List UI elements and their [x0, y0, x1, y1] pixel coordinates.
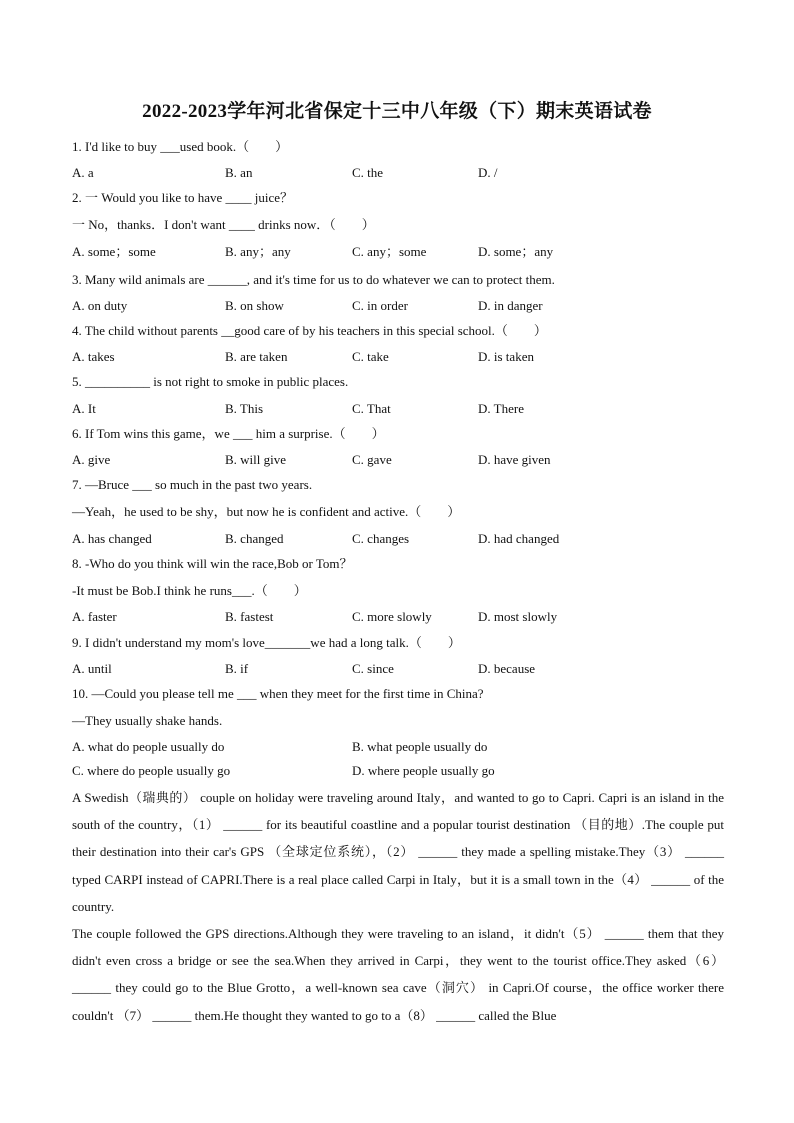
option-c[interactable]: C. where do people usually go: [72, 763, 231, 778]
option-a[interactable]: A. a: [72, 165, 94, 180]
option-b[interactable]: B. will give: [225, 452, 287, 467]
question-5-stem: 5. __________ is not right to smoke in public places.: [72, 374, 349, 389]
option-a[interactable]: A. what do people usually do: [72, 739, 225, 754]
question-2-options: [72, 243, 732, 261]
option-a[interactable]: A. give: [72, 452, 111, 467]
option-a[interactable]: A. has changed: [72, 531, 152, 546]
option-b[interactable]: B. This: [225, 401, 264, 416]
question-6-stem: 6. If Tom wins this game，we ___ him a surprise.（ ）: [72, 426, 385, 441]
option-b[interactable]: B. are taken: [225, 349, 288, 364]
option-d[interactable]: D. had changed: [478, 531, 560, 546]
option-a[interactable]: A. takes: [72, 349, 115, 364]
option-d[interactable]: D. There: [478, 401, 524, 416]
option-d[interactable]: D. because: [478, 661, 536, 676]
question-1-options: [72, 164, 732, 182]
option-a[interactable]: A. until: [72, 661, 112, 676]
option-d[interactable]: D. have given: [478, 452, 551, 467]
option-c[interactable]: C. in order: [352, 298, 408, 313]
question-9-stem: 9. I didn't understand my mom's love_______we had a long talk.（ ）: [72, 635, 461, 650]
option-c[interactable]: C. gave: [352, 452, 392, 467]
option-b[interactable]: B. fastest: [225, 609, 274, 624]
option-a[interactable]: A. faster: [72, 609, 117, 624]
question-10-stem-reply: —They usually shake hands.: [72, 713, 223, 728]
question-9-options: [72, 660, 732, 678]
question-7-stem-reply: —Yeah，he used to be shy，but now he is confident and active.（ ）: [72, 504, 461, 519]
option-d[interactable]: D. /: [478, 165, 498, 180]
question-8-options: [72, 608, 732, 626]
cloze-passage-paragraph-1: A Swedish（瑞典的） couple on holiday were traveling around Italy，and wanted to go to Capri. Capri is an island in the south of the country，（1） ______ for its beautiful coastline and a popular tourist destination （目的地）.The couple put their destination into their car's GPS （全球定位系统），（2） ______ they made a spelling mistake.They（3） ______ typed CARPI instead of CAPRI.There is a real place called Carpi in Italy，but it is a small town in the（4） ______ of the country.: [72, 790, 724, 914]
option-b[interactable]: B. an: [225, 165, 253, 180]
question-8-stem-reply: -It must be Bob.I think he runs___.（ ）: [72, 583, 307, 598]
question-6-options: [72, 451, 732, 469]
question-2-stem: 2. 一 Would you like to have ____ juice？: [72, 190, 294, 205]
question-10-options-row-1: [72, 738, 732, 756]
question-1-stem: 1. I'd like to buy ___used book.（ ）: [72, 139, 289, 154]
page-title: 2022-2023学年河北省保定十三中八年级（下）期末英语试卷: [142, 101, 652, 122]
question-8-stem: 8. -Who do you think will win the race,Bob or Tom？: [72, 556, 353, 571]
option-d[interactable]: D. some；any: [478, 244, 554, 259]
option-b[interactable]: B. what people usually do: [352, 739, 488, 754]
question-7-stem: 7. —Bruce ___ so much in the past two years.: [72, 477, 313, 492]
option-d[interactable]: D. most slowly: [478, 609, 558, 624]
option-b[interactable]: B. changed: [225, 531, 284, 546]
option-c[interactable]: C. That: [352, 401, 391, 416]
option-a[interactable]: A. on duty: [72, 298, 128, 313]
question-3-stem: 3. Many wild animals are ______, and it's time for us to do whatever we can to protect them.: [72, 272, 555, 287]
option-b[interactable]: B. on show: [225, 298, 284, 313]
question-10-options-row-2: [72, 762, 732, 780]
option-d[interactable]: D. is taken: [478, 349, 534, 364]
option-c[interactable]: C. take: [352, 349, 389, 364]
option-c[interactable]: C. more slowly: [352, 609, 432, 624]
question-7-options: [72, 530, 732, 548]
option-a[interactable]: A. It: [72, 401, 96, 416]
question-4-options: [72, 348, 732, 366]
option-d[interactable]: D. in danger: [478, 298, 543, 313]
option-c[interactable]: C. changes: [352, 531, 410, 546]
option-d[interactable]: D. where people usually go: [352, 763, 495, 778]
question-3-options: [72, 297, 732, 315]
option-b[interactable]: B. if: [225, 661, 249, 676]
cloze-passage-paragraph-2: The couple followed the GPS directions.Although they were traveling to an island，it didn't（5） ______ them that they didn't even cross a bridge or see the sea.When they arrived in Carpi，they went to the tourist office.They asked（6） ______ they could go to the Blue Grotto，a well-known sea cave（洞穴） in Capri.Of course，the office worker there couldn't （7） ______ them.He thought they wanted to go to a（8） ______ called the Blue: [72, 926, 724, 1023]
option-c[interactable]: C. any；some: [352, 244, 427, 259]
question-4-stem: 4. The child without parents __good care of by his teachers in this special school.（ ）: [72, 323, 547, 338]
option-c[interactable]: C. since: [352, 661, 394, 676]
question-10-stem: 10. —Could you please tell me ___ when they meet for the first time in China?: [72, 686, 484, 701]
option-a[interactable]: A. some；some: [72, 244, 156, 259]
option-b[interactable]: B. any；any: [225, 244, 291, 259]
question-5-options: [72, 400, 732, 418]
question-2-stem-reply: 一 No，thanks．I don't want ____ drinks now．（ ）: [72, 217, 375, 232]
option-c[interactable]: C. the: [352, 165, 384, 180]
